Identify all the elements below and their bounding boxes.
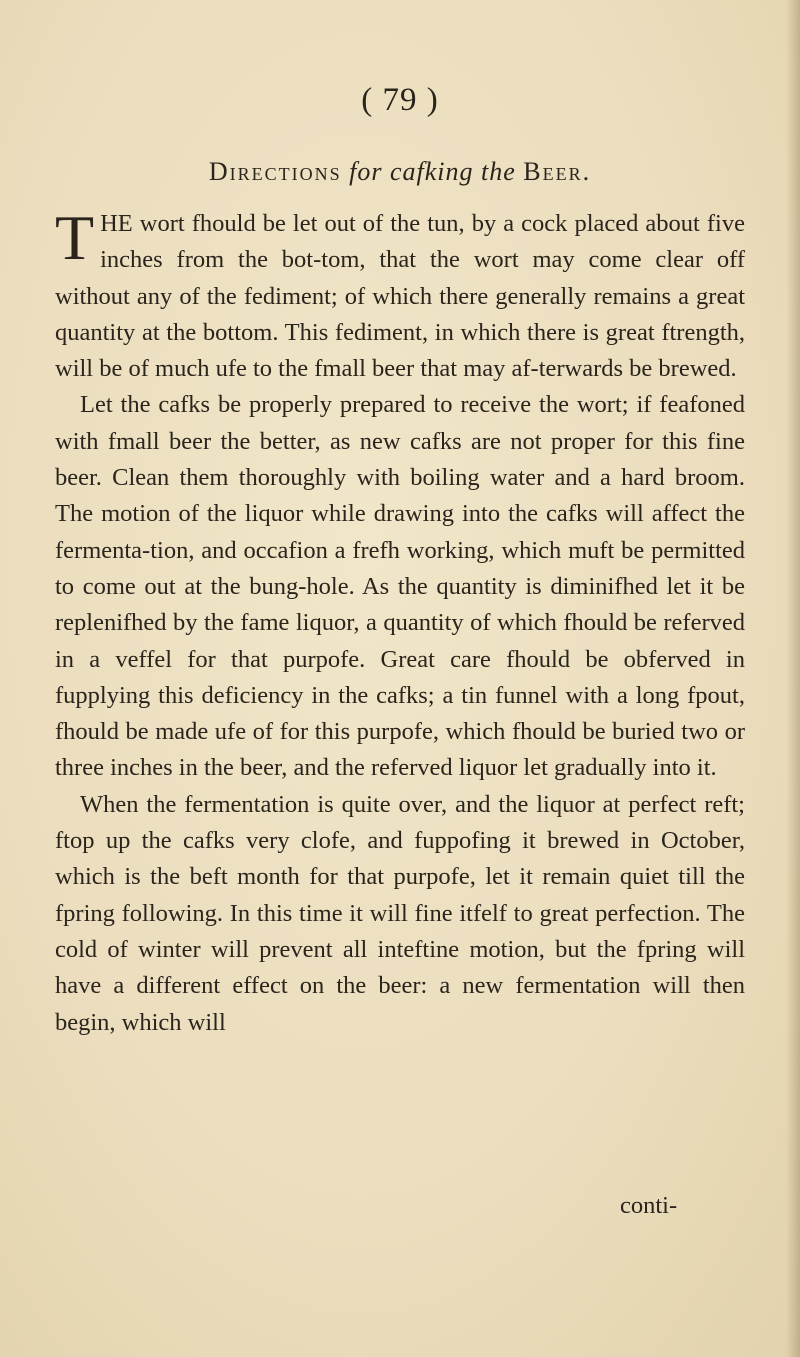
- paragraph-2: Let the cafks be properly prepared to receive the wort; if feafoned with fmall beer the better, as new cafks are not proper for this fine beer. Clean them thoroughly with boiling water and a hard broom. The motion of the liquor while drawing into the cafks will affect the fermenta-tion, and occafion a frefh working, which muft be permitted to come out at the bung-hole. As the quantity is diminifhed let it be replenifhed by the fame liquor, a quantity of which fhould be referved in a veffel for that purpofe. Great care fhould be obferved in fupplying this deficiency in the cafks; a tin funnel with a long fpout, fhould be made ufe of for this purpofe, which fhould be buried two or three inches in the beer, and the referved liquor let gradually into it.: [55, 391, 745, 782]
- catchword: conti-: [620, 1192, 678, 1219]
- body-text: [55, 202, 745, 1041]
- page-edge-shadow: [786, 0, 800, 1357]
- heading-beer: Beer.: [523, 157, 592, 186]
- heading-italic: for cafking the: [349, 157, 516, 186]
- paragraph-1: [55, 202, 745, 387]
- paragraph-3: When the fermentation is quite over, and the liquor at perfect reft; ftop up the cafks very clofe, and fuppofing it brewed in October, which is the beft month for that purpofe, let it remain quiet till the fpring following. In this time it will fine itfelf to great perfection. The cold of winter will prevent all inteftine motion, but the fpring will have a different effect on the beer: a new fermentation will then begin, which will: [55, 790, 745, 1036]
- section-heading: [40, 157, 760, 187]
- heading-directions: Directions: [208, 157, 342, 186]
- page-number: ( 79 ): [361, 82, 439, 118]
- drop-cap: T: [55, 202, 95, 273]
- paragraph-1-text: HE wort fhould be let out of the tun, by a cock placed about five inches from the bot-tom, that the wort may come clear off without any of the fediment; of which there generally remains a great quantity at the bottom. This fediment, in which there is great ftrength, will be of much ufe to the fmall beer that may af-terwards be brewed.: [55, 210, 745, 383]
